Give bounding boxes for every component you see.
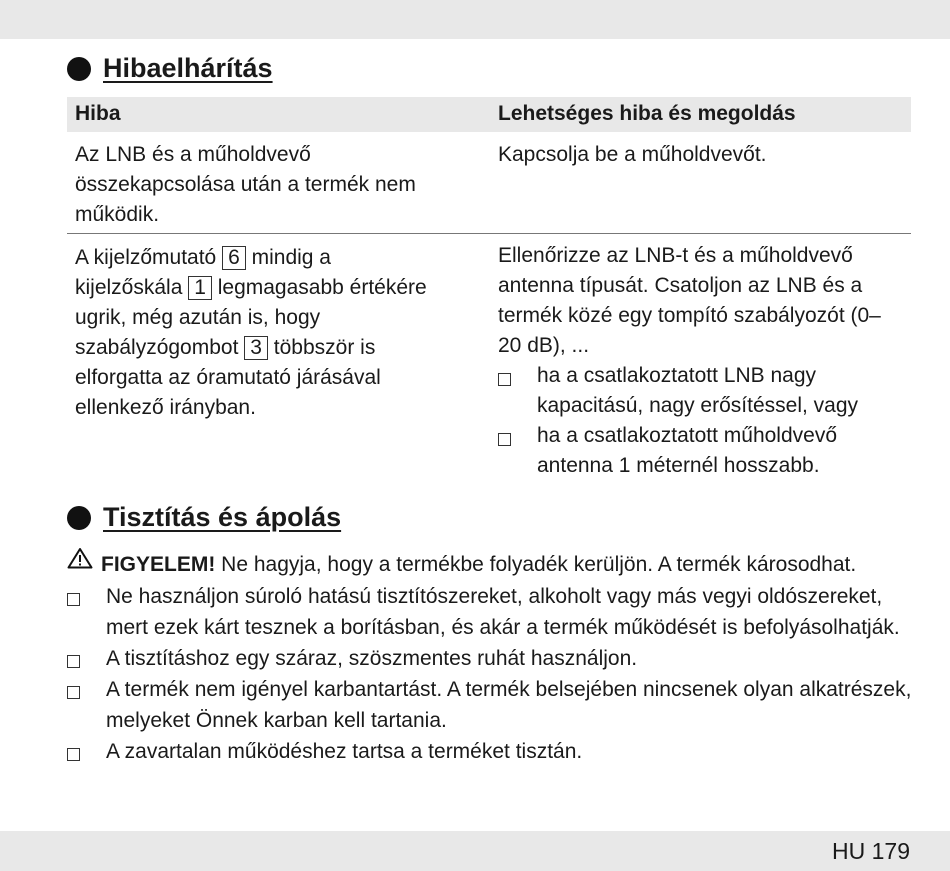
list-item (67, 581, 917, 643)
list-item (498, 421, 888, 481)
section-title: Tisztítás és ápolás (103, 502, 342, 532)
checkbox-square-icon (67, 748, 80, 761)
warning-label: FIGYELEM! (101, 553, 216, 576)
row2-problem-text-2: mindig a kijelzőskála (75, 246, 331, 299)
list-item-text: ha a csatlakoztatott LNB nagy kapacitású, nagy erősítéssel, vagy (537, 364, 859, 417)
table-row-divider (67, 233, 911, 234)
row1-solution: Kapcsolja be a műholdvevőt. (498, 143, 767, 166)
row2-problem (75, 243, 435, 423)
checkbox-square-icon (67, 686, 80, 699)
bottom-band (0, 831, 950, 871)
checkbox-square-icon (67, 655, 80, 668)
cleaning-instructions (67, 549, 917, 767)
list-item (67, 674, 917, 736)
checkbox-square-icon (67, 593, 80, 606)
top-band (0, 0, 950, 39)
page-number: HU 179 (832, 838, 910, 864)
table-header (67, 97, 911, 132)
reference-number-3: 3 (244, 336, 268, 360)
warning-line (67, 549, 917, 581)
row2-solution-intro: Ellenőrizze az LNB-t és a műholdvevő antenna típusát. Csatoljon az LNB és a termék közé egy tompító szabályozót (0–20 dB), ... (498, 244, 881, 357)
list-item (67, 643, 917, 674)
row2-problem-text-3: legmagasabb értékére ugrik, még azután is, hogy szabályzógombot (75, 276, 427, 359)
checkbox-square-icon (498, 433, 511, 446)
row1-problem: Az LNB és a műholdvevő összekapcsolása után a termék nem működik. (75, 143, 416, 226)
bullet-dot-icon (67, 506, 91, 530)
list-item-text: Ne használjon súroló hatású tisztítószereket, alkoholt vagy más vegyi oldószereket, mert ezek kárt tesznek a borításban, és akár a termék működését is befolyásolhatják. (106, 584, 900, 639)
warning-triangle-icon (67, 547, 93, 578)
row2-problem-text-1: A kijelzőmutató (75, 246, 223, 269)
section-title: Hibaelhárítás (103, 53, 273, 83)
row2-solution (498, 241, 888, 481)
warning-text: Ne hagyja, hogy a termékbe folyadék kerüljön. A termék károsodhat. (215, 553, 857, 576)
column-header-problem: Hiba (75, 102, 121, 125)
reference-number-1: 1 (188, 276, 212, 300)
row2-problem-text-4: többször is elforgatta az óramutató járásával ellenkező irányban. (75, 336, 381, 419)
list-item (67, 736, 917, 767)
list-item-text: A zavartalan működéshez tartsa a terméket tisztán. (106, 739, 583, 763)
column-header-solution: Lehetséges hiba és megoldás (498, 102, 796, 125)
list-item (498, 361, 888, 421)
list-item-text: A termék nem igényel karbantartást. A termék belsejében nincsenek olyan alkatrészek, melyeket Önnek karban kell tartania. (106, 677, 912, 732)
section-heading-troubleshooting (67, 53, 273, 84)
checkbox-square-icon (498, 373, 511, 386)
section-heading-cleaning (67, 502, 341, 533)
reference-number-6: 6 (222, 246, 246, 270)
list-item-text: ha a csatlakoztatott műholdvevő antenna 1 méternél hosszabb. (537, 424, 838, 477)
list-item-text: A tisztításhoz egy száraz, szöszmentes ruhát használjon. (106, 646, 638, 670)
bullet-dot-icon (67, 57, 91, 81)
